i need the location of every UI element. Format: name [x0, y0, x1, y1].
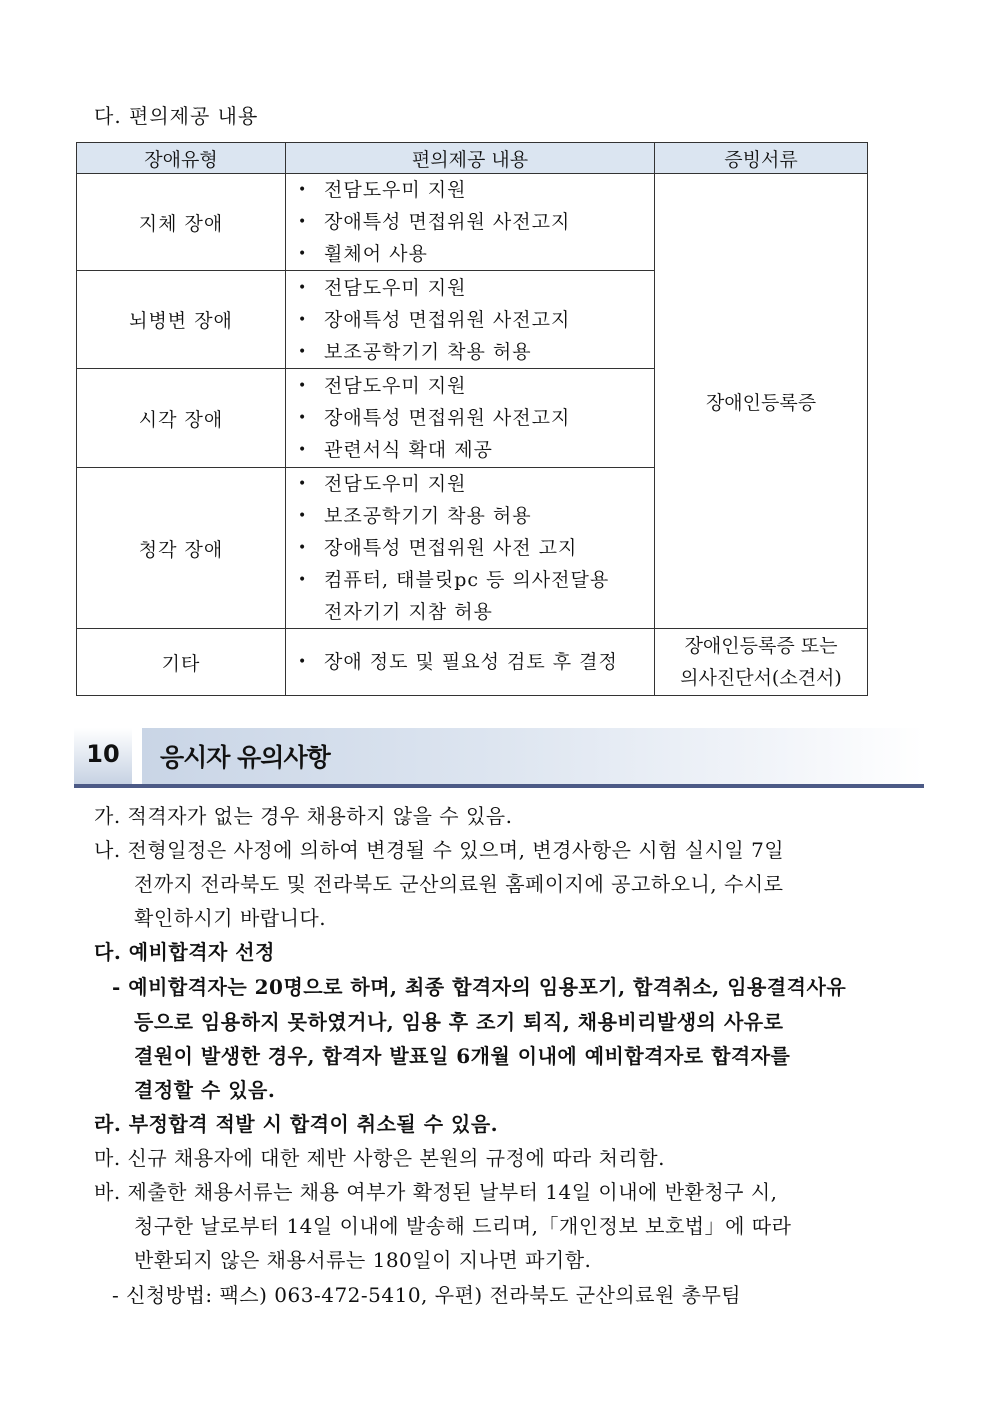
bullet-icon: •	[298, 476, 308, 492]
list-item: • 전담도우미 지원	[294, 272, 654, 304]
bullet-icon: •	[298, 214, 308, 230]
list-item: • 장애 정도 및 필요성 검토 후 결정	[294, 646, 654, 678]
list-item: • 장애특성 면접위원 사전 고지	[294, 532, 654, 564]
list-item: • 관련서식 확대 제공	[294, 434, 654, 466]
note-ba-line1: 바. 제출한 채용서류는 채용 여부가 확정된 날부터 14일 이내에 반환청구 시,	[94, 1180, 778, 1204]
accommodation-cell	[286, 369, 655, 468]
note-na-line1: 나. 전형일정은 사정에 의하여 변경될 수 있으며, 변경사항은 시험 실시일 7일	[94, 838, 785, 862]
list-item: • 보조공학기기 착용 허용	[294, 336, 654, 368]
note-ga: 가. 적격자가 없는 경우 채용하지 않을 수 있음.	[94, 804, 513, 828]
section-title: 응시자 유의사항	[160, 743, 330, 772]
bullet-icon: •	[298, 442, 308, 458]
header-accommodation: 편의제공 내용	[286, 143, 655, 174]
accommodation-cell	[286, 468, 655, 629]
bullet-icon: •	[298, 540, 308, 556]
note-da-bullet-line2: 등으로 임용하지 못하였거나, 임용 후 조기 퇴직, 채용비리발생의 사유로	[134, 1010, 784, 1034]
note-na-line3: 확인하시기 바랍니다.	[134, 906, 327, 930]
note-da-bullet-line3: 결원이 발생한 경우, 합격자 발표일 6개월 이내에 예비합격자로 합격자를	[134, 1044, 791, 1068]
evidence-line: 의사진단서(소견서)	[680, 667, 842, 689]
section-banner	[74, 728, 924, 788]
bullet-icon: •	[298, 572, 308, 588]
list-item-continuation: 전자기기 지참 허용	[324, 601, 493, 623]
table-row	[77, 629, 868, 696]
list-item: • 보조공학기기 착용 허용	[294, 500, 654, 532]
table-row	[77, 174, 868, 271]
list-item: • 전담도우미 지원	[294, 174, 654, 206]
accommodation-cell	[286, 271, 655, 369]
section-underline	[74, 784, 924, 788]
table-header-row	[77, 143, 868, 174]
subsection-heading: 다. 편의제공 내용	[94, 104, 259, 128]
bullet-icon: •	[298, 654, 308, 670]
bullet-icon: •	[298, 343, 308, 360]
evidence-line: 장애인등록증 또는	[684, 635, 838, 657]
bullet-icon: •	[298, 508, 308, 524]
list-item: • 컴퓨터, 태블릿pc 등 의사전달용	[294, 564, 654, 596]
accommodation-cell	[286, 629, 655, 696]
evidence-cell-main: 장애인등록증	[655, 174, 868, 629]
list-item: • 장애특성 면접위원 사전고지	[294, 304, 654, 336]
evidence-cell-other	[655, 629, 868, 696]
list-item: • 전담도우미 지원	[294, 370, 654, 402]
list-item: • 장애특성 면접위원 사전고지	[294, 206, 654, 238]
note-da-bullet-line4: 결정할 수 있음.	[134, 1078, 276, 1102]
list-item: • 휠체어 사용	[294, 238, 654, 270]
section-number: 10	[74, 728, 132, 784]
bullet-icon: •	[298, 378, 308, 394]
list-item: • 장애특성 면접위원 사전고지	[294, 402, 654, 434]
bullet-icon: •	[298, 182, 308, 198]
note-ma: 마. 신규 채용자에 대한 제반 사항은 본원의 규정에 따라 처리함.	[94, 1146, 665, 1170]
accommodation-cell	[286, 174, 655, 271]
header-evidence: 증빙서류	[655, 143, 868, 174]
disability-type-cell: 지체 장애	[77, 174, 286, 271]
list-item: • 전담도우미 지원	[294, 468, 654, 500]
bullet-icon: •	[298, 311, 308, 328]
disability-type-cell: 뇌병변 장애	[77, 271, 286, 369]
disability-type-cell: 시각 장애	[77, 369, 286, 468]
note-da-bullet-line1: - 예비합격자는 20명으로 하며, 최종 합격자의 임용포기, 합격취소, 임용결격사유	[112, 975, 847, 999]
note-ra: 라. 부정합격 적발 시 합격이 취소될 수 있음.	[94, 1112, 499, 1136]
note-da-heading: 다. 예비합격자 선정	[94, 940, 275, 964]
accommodation-table	[76, 142, 868, 696]
bullet-icon: •	[298, 246, 308, 262]
note-ba-bullet: - 신청방법: 팩스) 063-472-5410, 우편) 전라북도 군산의료원 총무팀	[112, 1283, 742, 1307]
section-title-box	[142, 728, 924, 784]
header-disability-type: 장애유형	[77, 143, 286, 174]
note-ba-line2: 청구한 날로부터 14일 이내에 발송해 드리며,「개인정보 보호법」에 따라	[134, 1214, 792, 1238]
disability-type-cell: 기타	[77, 629, 286, 696]
note-ba-line3: 반환되지 않은 채용서류는 180일이 지나면 파기함.	[134, 1248, 592, 1272]
bullet-icon: •	[298, 410, 308, 426]
bullet-icon: •	[298, 279, 308, 296]
note-na-line2: 전까지 전라북도 및 전라북도 군산의료원 홈페이지에 공고하오니, 수시로	[134, 872, 784, 896]
disability-type-cell: 청각 장애	[77, 468, 286, 629]
